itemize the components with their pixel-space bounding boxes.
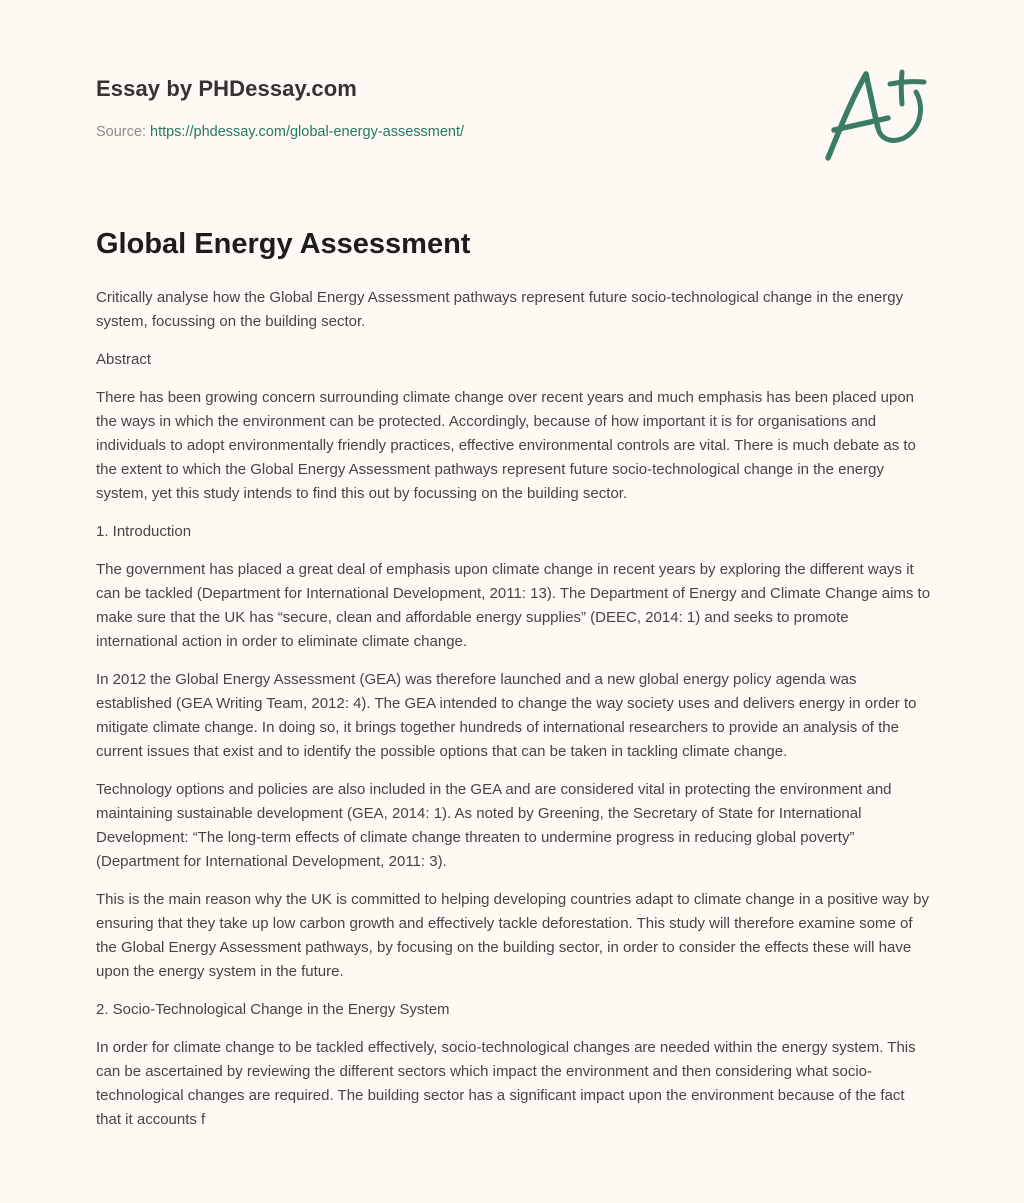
body-paragraph-truncated: In order for climate change to be tackled effectively, socio-technological changes are needed within the energy system. This can be ascertained by reviewing the different sectors which impact the environment and then considering what socio-technological changes are required. The building sector has a significant impact upon the environment because of the fact that it accounts f (96, 1039, 916, 1128)
body-paragraph: In 2012 the Global Energy Assessment (GEA) was therefore launched and a new global energy policy agenda was established (GEA Writing Team, 2012: 4). The GEA intended to change the way society uses and delivers energy in order to mitigate climate change. In doing so, it brings together hundreds of international researchers to provide an analysis of the current issues that exist and to identify the possible options that can be taken in tackling climate change. (96, 671, 917, 760)
abstract-paragraph: There has been growing concern surrounding climate change over recent years and much emphasis has been placed upon the ways in which the environment can be protected. Accordingly, because of how important it is for organisations and individuals to adopt environmentally friendly practices, effective environmental controls are vital. There is much debate as to the extent to which the Global Energy Assessment pathways represent future socio-technological change in the energy system, yet this study intends to find this out by focussing on the building sector. (96, 389, 916, 502)
essay-body (96, 286, 932, 1146)
document-title: Global Energy Assessment (96, 228, 471, 260)
body-paragraph: The government has placed a great deal of emphasis upon climate change in recent years by exploring the different ways it can be tackled (Department for International Development, 2011: 13). The Department of Energy and Climate Change aims to make sure that the UK has “secure, clean and affordable energy supplies” (DEEC, 2014: 1) and seeks to promote international action in order to eliminate climate change. (96, 561, 931, 650)
page-header (96, 0, 936, 200)
body-paragraph: Technology options and policies are also included in the GEA and are considered vital in protecting the environment and maintaining sustainable development (GEA, 2014: 1). As noted by Greening, the Secretary of State for International Development: “The long-term effects of climate change threaten to undermine progress in reducing global poverty” (Department for International Development, 2011: 3). (96, 781, 892, 870)
section-heading-socio-technological: 2. Socio-Technological Change in the Energy System (96, 1001, 450, 1018)
section-heading-introduction: 1. Introduction (96, 523, 192, 540)
a-plus-grade-icon (824, 66, 928, 166)
body-paragraph: This is the main reason why the UK is committed to helping developing countries adapt to climate change in a positive way by ensuring that they take up low carbon growth and effectively tackle deforestation. This study will therefore examine some of the Global Energy Assessment pathways, by focusing on the building sector, in order to consider the effects these will have upon the energy system in the future. (96, 891, 929, 980)
section-heading-abstract: Abstract (96, 351, 152, 368)
source-line (96, 124, 464, 140)
site-title: Essay by PHDessay.com (96, 76, 357, 101)
source-link[interactable]: https://phdessay.com/global-energy-assessment/ (150, 124, 465, 140)
essay-page (96, 0, 936, 1128)
essay-prompt: Critically analyse how the Global Energy Assessment pathways represent future socio-technological change in the energy system, focussing on the building sector. (96, 289, 904, 330)
source-label: Source: (96, 124, 150, 140)
